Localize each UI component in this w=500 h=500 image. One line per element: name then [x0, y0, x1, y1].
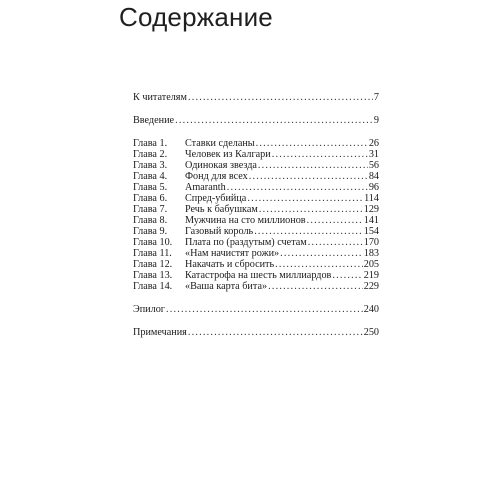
toc-entry-label: Человек из Калгари	[185, 149, 271, 160]
toc-entry-chapter	[133, 193, 379, 204]
toc-entry-chapter	[133, 160, 379, 171]
toc-entry-chapter	[133, 226, 379, 237]
page-title: Содержание	[119, 2, 273, 32]
toc-entry-page: 141	[363, 215, 379, 226]
dot-leader	[166, 304, 363, 315]
chapter-number: Глава 8.	[133, 215, 168, 226]
dot-leader	[275, 259, 363, 270]
toc-entry-label: Эпилог	[133, 304, 165, 315]
toc-entry-epilogue	[133, 304, 379, 315]
dot-leader	[268, 281, 363, 292]
toc-entry-page: 96	[368, 182, 379, 193]
toc-entry-page: 56	[368, 160, 379, 171]
toc-entry-page: 229	[363, 281, 379, 292]
chapter-number: Глава 12.	[133, 259, 173, 270]
toc-entry-label: Ставки сделаны	[185, 138, 255, 149]
toc-entry-page: 84	[368, 171, 379, 182]
dot-leader	[175, 115, 373, 126]
chapter-number: Глава 5.	[133, 182, 168, 193]
toc-entry-page: 219	[363, 270, 379, 281]
toc-entry-chapter	[133, 215, 379, 226]
chapter-number: Глава 1.	[133, 138, 168, 149]
toc-entry-chapter	[133, 182, 379, 193]
dot-leader	[188, 92, 373, 103]
toc-entry-page: 205	[363, 259, 379, 270]
dot-leader	[308, 237, 363, 248]
toc-entry-label: «Ваша карта бита»	[185, 281, 268, 292]
toc-entry-page: 183	[363, 248, 379, 259]
table-of-contents	[133, 92, 379, 338]
toc-entry-label: Примечания	[133, 327, 187, 338]
toc-entry-label: «Нам начистят рожи»	[185, 248, 280, 259]
toc-entry-chapter	[133, 281, 379, 292]
toc-entry-introduction	[133, 115, 379, 126]
chapter-number: Глава 2.	[133, 149, 168, 160]
toc-entry-preface	[133, 92, 379, 103]
dot-leader	[254, 226, 363, 237]
dot-leader	[256, 138, 368, 149]
chapter-number: Глава 14.	[133, 281, 173, 292]
toc-entry-page: 154	[363, 226, 379, 237]
chapter-number: Глава 13.	[133, 270, 173, 281]
toc-entry-chapter	[133, 259, 379, 270]
toc-entry-page: 26	[368, 138, 379, 149]
dot-leader	[249, 171, 368, 182]
chapter-number: Глава 6.	[133, 193, 168, 204]
toc-entry-notes	[133, 327, 379, 338]
toc-entry-label: Amaranth	[185, 182, 226, 193]
toc-entry-label: Мужчина на сто миллионов	[185, 215, 306, 226]
toc-entry-page: 114	[364, 193, 379, 204]
toc-entry-label: Газовый король	[185, 226, 254, 237]
toc-entry-chapter	[133, 248, 379, 259]
dot-leader	[280, 248, 363, 259]
toc-entry-label: Одинокая звезда	[185, 160, 257, 171]
chapter-number: Глава 4.	[133, 171, 168, 182]
chapter-number: Глава 10.	[133, 237, 173, 248]
toc-entry-page: 129	[363, 204, 379, 215]
dot-leader	[272, 149, 368, 160]
toc-entry-label: Плата по (раздутым) счетам	[185, 237, 307, 248]
dot-leader	[259, 204, 363, 215]
dot-leader	[247, 193, 363, 204]
dot-leader	[227, 182, 368, 193]
chapter-number: Глава 11.	[133, 248, 172, 259]
toc-entry-page: 170	[363, 237, 379, 248]
dot-leader	[332, 270, 362, 281]
chapter-number: Глава 9.	[133, 226, 168, 237]
toc-entry-label: Введение	[133, 115, 175, 126]
dot-leader	[188, 327, 363, 338]
toc-entry-label: Спред-убийца	[185, 193, 247, 204]
toc-entry-chapter	[133, 204, 379, 215]
toc-entry-page: 240	[363, 304, 379, 315]
toc-entry-page: 7	[373, 92, 379, 103]
toc-entry-chapter	[133, 138, 379, 149]
toc-entry-page: 9	[373, 115, 379, 126]
toc-entry-label: Накачать и сбросить	[185, 259, 275, 270]
toc-entry-chapter	[133, 149, 379, 160]
toc-entry-chapter	[133, 171, 379, 182]
toc-entry-label: К читателям	[133, 92, 187, 103]
dot-leader	[258, 160, 368, 171]
toc-entry-chapter	[133, 270, 379, 281]
chapter-number: Глава 7.	[133, 204, 168, 215]
chapter-number: Глава 3.	[133, 160, 168, 171]
toc-entry-label: Катастрофа на шесть миллиардов	[185, 270, 332, 281]
toc-entry-page: 31	[368, 149, 379, 160]
toc-entry-label: Фонд для всех	[185, 171, 248, 182]
dot-leader	[307, 215, 363, 226]
toc-entry-label: Речь к бабушкам	[185, 204, 258, 215]
toc-entry-page: 250	[363, 327, 379, 338]
toc-entry-chapter	[133, 237, 379, 248]
